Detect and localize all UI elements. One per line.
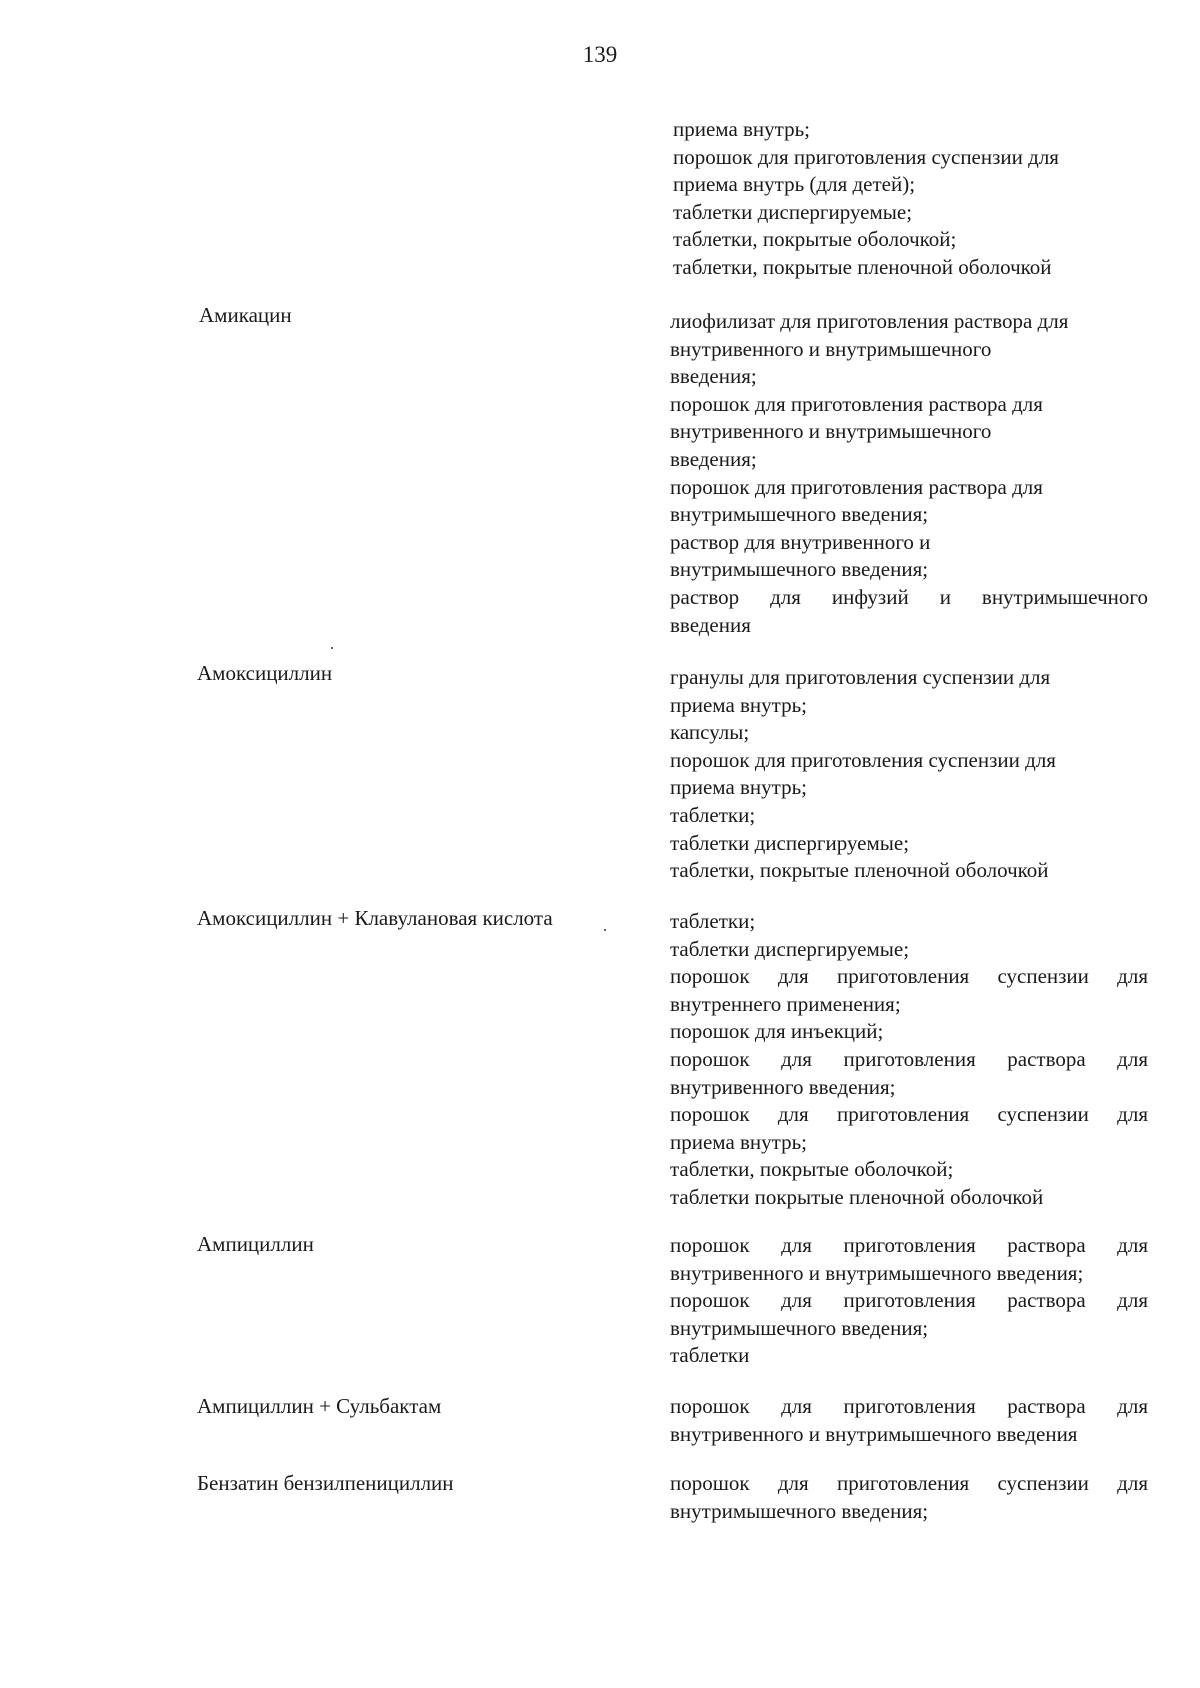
drug-name: Амикацин xyxy=(199,303,292,327)
dosage-forms-list xyxy=(670,308,1148,639)
dosage-form-line: приема внутрь; xyxy=(673,117,811,141)
dosage-form-line: таблетки, покрытые пленочной оболочкой xyxy=(673,254,1052,279)
dosage-forms-list xyxy=(670,1470,1148,1525)
dosage-form-line: таблетки диспергируемые; xyxy=(670,936,910,961)
dosage-form-line: приема внутрь; xyxy=(670,692,808,717)
dosage-form-line: таблетки диспергируемые; xyxy=(673,199,913,224)
dosage-forms-list xyxy=(670,1393,1148,1448)
dosage-form-line: порошок для приготовления раствора для xyxy=(670,474,1043,499)
dosage-form-line: введения; xyxy=(670,364,757,389)
dosage-form-line: раствор для внутривенного и xyxy=(670,529,931,554)
dosage-form-line: порошок для приготовления суспензии для xyxy=(670,964,1148,989)
dosage-form-line: приема внутрь; xyxy=(670,1129,808,1154)
dosage-form-line: порошок для приготовления суспензии для xyxy=(673,144,1059,169)
drug-name: Бензатин бензилпенициллин xyxy=(197,1471,454,1495)
dosage-form-line: введения; xyxy=(670,446,757,471)
scan-speck xyxy=(331,647,333,649)
dosage-forms-list xyxy=(673,116,1151,282)
dosage-form-line: внутривенного и внутримышечного введения; xyxy=(670,1260,1084,1285)
dosage-form-line: раствор для инфузий и внутримышечного xyxy=(670,584,1148,609)
dosage-forms-list xyxy=(670,664,1148,885)
dosage-form-line: внутривенного и внутримышечного xyxy=(670,336,992,361)
dosage-form-line: приема внутрь; xyxy=(670,775,808,800)
dosage-form-line: порошок для приготовления раствора для xyxy=(670,1288,1148,1313)
drug-name: Амоксициллин + Клавулановая кислота xyxy=(197,906,553,930)
dosage-form-line: лиофилизат для приготовления раствора для xyxy=(670,309,1069,333)
dosage-form-line: порошок для приготовления раствора для xyxy=(670,1233,1148,1257)
dosage-form-line: внутривенного введения; xyxy=(670,1074,896,1099)
drug-name: Амоксициллин xyxy=(197,661,333,685)
dosage-form-line: гранулы для приготовления суспензии для xyxy=(670,665,1051,689)
dosage-form-line: таблетки; xyxy=(670,802,756,827)
dosage-form-line: внутривенного и внутримышечного xyxy=(670,419,992,444)
dosage-form-line: порошок для приготовления суспензии для xyxy=(670,1102,1148,1127)
dosage-forms-list xyxy=(670,908,1148,1212)
dosage-form-line: введения xyxy=(670,612,751,637)
dosage-form-line: внутримышечного введения; xyxy=(670,557,929,582)
dosage-form-line: таблетки, покрытые оболочкой; xyxy=(670,1157,954,1182)
dosage-form-line: таблетки, покрытые оболочкой; xyxy=(673,227,957,252)
dosage-form-line: таблетки; xyxy=(670,909,756,933)
dosage-form-line: внутримышечного введения; xyxy=(670,1498,929,1523)
dosage-form-line: порошок для приготовления раствора для xyxy=(670,391,1043,416)
dosage-form-line: приема внутрь (для детей); xyxy=(673,172,916,197)
dosage-form-line: порошок для инъекций; xyxy=(670,1019,884,1044)
dosage-form-line: порошок для приготовления раствора для xyxy=(670,1046,1148,1071)
dosage-forms-list xyxy=(670,1232,1148,1370)
dosage-form-line: порошок для приготовления раствора для xyxy=(670,1394,1148,1418)
page-number: 139 xyxy=(582,42,618,67)
dosage-form-line: порошок для приготовления суспензии для xyxy=(670,1471,1148,1495)
dosage-form-line: таблетки xyxy=(670,1343,750,1368)
dosage-form-line: внутримышечного введения; xyxy=(670,1315,929,1340)
dosage-form-line: порошок для приготовления суспензии для xyxy=(670,747,1056,772)
dosage-form-line: таблетки, покрытые пленочной оболочкой xyxy=(670,858,1049,883)
drug-name: Ампициллин + Сульбактам xyxy=(197,1394,442,1418)
dosage-form-line: таблетки диспергируемые; xyxy=(670,830,910,855)
dosage-form-line: внутримышечного введения; xyxy=(670,502,929,527)
scan-speck xyxy=(604,929,606,931)
drug-name: Ампициллин xyxy=(197,1232,314,1256)
dosage-form-line: внутреннего применения; xyxy=(670,991,901,1016)
dosage-form-line: таблетки покрытые пленочной оболочкой xyxy=(670,1184,1044,1209)
dosage-form-line: капсулы; xyxy=(670,720,750,745)
dosage-form-line: внутривенного и внутримышечного введения xyxy=(670,1421,1078,1446)
